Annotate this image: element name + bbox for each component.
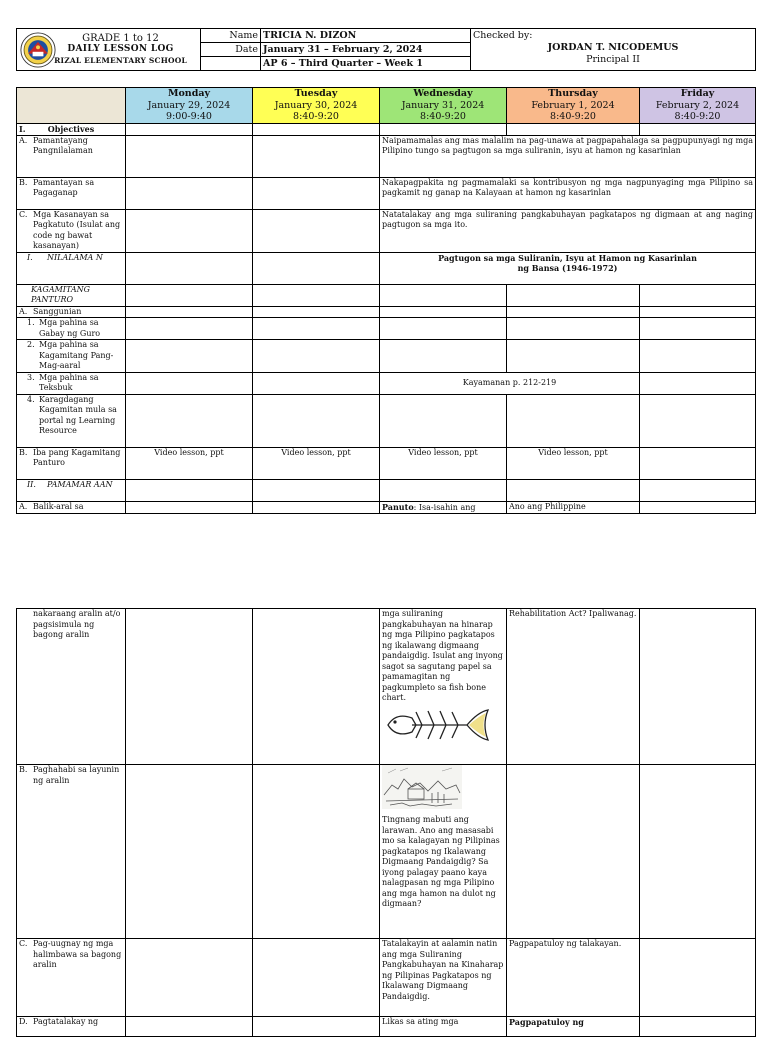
textbook-pages: Kayamanan p. 212-219 bbox=[380, 372, 640, 394]
sanggunian-row bbox=[17, 306, 756, 318]
day-date: January 29, 2024 bbox=[147, 99, 231, 111]
school-name: RIZAL ELEMENTARY SCHOOL bbox=[54, 56, 187, 65]
school-block bbox=[17, 29, 201, 71]
materials-monday: Video lesson, ppt bbox=[126, 447, 253, 479]
pagtatalakay-row bbox=[17, 1017, 756, 1037]
row-label: C. Pag-uugnay ng mga halimbawa sa bagong aralin bbox=[17, 939, 126, 1017]
discussion-wednesday: Likas sa ating mga bbox=[380, 1017, 507, 1037]
row-label: B. Paghahabi sa layunin ng aralin bbox=[17, 765, 126, 939]
day-time: 8:40-9:20 bbox=[674, 111, 721, 122]
corner-cell bbox=[17, 88, 126, 124]
motivation-wednesday bbox=[380, 765, 507, 939]
school-logo-icon bbox=[20, 32, 56, 68]
kagamitan-row bbox=[17, 284, 756, 306]
day-date: February 2, 2024 bbox=[655, 99, 740, 111]
lesson-log-table bbox=[16, 87, 756, 514]
checker-position: Principal II bbox=[586, 54, 640, 65]
review-thursday: Ano ang Philippine bbox=[507, 501, 640, 514]
row-label: 2. Mga pahina sa Kagamitang Pang-Mag-aaral bbox=[17, 340, 126, 373]
row-label: B. Pamantayan sa Pagaganap bbox=[17, 177, 126, 209]
date-value: January 31 – February 2, 2024 bbox=[261, 43, 471, 57]
paghahabi-row bbox=[17, 765, 756, 939]
competency-text: Natatalakay ang mga suliraning pangkabuhayan pagkatapos ng digmaan at ang naging pagtugon sa mga ito. bbox=[380, 209, 756, 252]
connection-wednesday: Tatalakayin at aalamin natin ang mga Suliraning Pangkabuhayan na Kinaharap ng Pilipinas Pagkatapos ng Ikalawang Digmaang Pandaigdig. bbox=[380, 939, 507, 1017]
post-war-ruins-sketch-image bbox=[382, 765, 462, 809]
performance-standard-text: Nakapagpakita ng pagmamalaki sa kontribusyon ng mga nagpunyaging mga Pilipino sa pagkamit ng ganap na Kalayaan at hamon ng kasarinlan bbox=[380, 177, 756, 209]
objectives-heading: I. Objectives bbox=[17, 124, 126, 136]
discussion-thursday: Pagpapatuloy ng bbox=[507, 1017, 640, 1037]
row-label: II. PAMAMAR AAN bbox=[17, 479, 126, 501]
row-label: KAGAMITANG PANTURO bbox=[17, 284, 126, 306]
materials-tuesday: Video lesson, ppt bbox=[253, 447, 380, 479]
materials-thursday: Video lesson, ppt bbox=[507, 447, 640, 479]
gabay-guro-row bbox=[17, 318, 756, 340]
teksbuk-row bbox=[17, 372, 756, 394]
row-label: nakaraang aralin at/o pagsisimula ng bagong aralin bbox=[17, 609, 126, 765]
day-name: Monday bbox=[167, 88, 211, 99]
kagamitang-mag-aaral-row bbox=[17, 340, 756, 373]
nilalaman-row bbox=[17, 252, 756, 284]
row-label: C. Mga Kasanayan sa Pagkatuto (Isulat ang code ng bawat kasanayan) bbox=[17, 209, 126, 252]
day-header-tuesday bbox=[253, 88, 380, 124]
row-label: A. Balik-aral sa bbox=[17, 501, 126, 514]
row-label: 1. Mga pahina sa Gabay ng Guro bbox=[17, 318, 126, 340]
day-date: February 1, 2024 bbox=[531, 99, 615, 111]
content-standard-text: Naipamamalas ang mas malalim na pag-unawa at pagpapahalaga sa pagpupunyagi ng mga Pilipino tungo sa pagtugon sa mga suliranin, isyu at hamon ng kasarinlan bbox=[380, 135, 756, 177]
objectives-row bbox=[17, 124, 756, 136]
lesson-log-table-continued bbox=[16, 608, 756, 1037]
row-label: A. Pamantayang Pangnilalaman bbox=[17, 135, 126, 177]
kasanayan-row bbox=[17, 209, 756, 252]
pamantayang-pangnilalaman-row bbox=[17, 135, 756, 177]
row-label: 3. Mga pahina sa Teksbuk bbox=[17, 372, 126, 394]
balik-aral-continued-row bbox=[17, 609, 756, 765]
subject-value: AP 6 – Third Quarter – Week 1 bbox=[261, 57, 471, 71]
day-header-friday bbox=[640, 88, 756, 124]
day-header-thursday bbox=[507, 88, 640, 124]
header-table bbox=[16, 28, 756, 71]
connection-thursday: Pagpapatuloy ng talakayan. bbox=[507, 939, 640, 1017]
fishbone-chart-image bbox=[382, 704, 492, 746]
date-label: Date bbox=[201, 43, 261, 57]
pamantayan-pagganap-row bbox=[17, 177, 756, 209]
row-label: 4. Karagdagang Kagamitan mula sa portal ng Learning Resource bbox=[17, 394, 126, 447]
day-name: Wednesday bbox=[413, 88, 473, 99]
day-name: Tuesday bbox=[294, 88, 338, 99]
pamamaraan-row bbox=[17, 479, 756, 501]
day-header-row bbox=[17, 88, 756, 124]
motivation-text: Tingnang mabuti ang larawan. Ano ang masasabi mo sa kalagayan ng Pilipinas pagkatapos ng Ikalawang Digmaang Pandaigdig? Sa iyong palagay paano kaya nalagpasan ng mga Pilipino ang mga hamon na dulot ng digmaan? bbox=[382, 815, 500, 908]
teacher-name: TRICIA N. DIZON bbox=[261, 29, 471, 43]
row-label: A. Sanggunian bbox=[17, 306, 126, 318]
karagdagang-kagamitan-row bbox=[17, 394, 756, 447]
review-instructions: mga suliraning pangkabuhayan na hinarap ng mga Pilipino pagkatapos ng ikalawang digmaang pandaigdig. Isulat ang inyong sagot sa sagutang papel sa pamamagitan ng pagkumpleto sa fish bone chart. bbox=[382, 609, 503, 702]
topic-line-1: Pagtugon sa mga Suliranin, Isyu at Hamon ng Kasarinlan bbox=[438, 252, 697, 263]
topic-line-2: ng Bansa (1946-1972) bbox=[517, 263, 618, 273]
pag-uugnay-row bbox=[17, 939, 756, 1017]
day-header-monday bbox=[126, 88, 253, 124]
iba-pang-kagamitan-row bbox=[17, 447, 756, 479]
day-time: 8:40-9:20 bbox=[550, 111, 596, 122]
day-time: 9:00-9:40 bbox=[166, 111, 212, 122]
checked-by-label: Checked by: bbox=[473, 30, 533, 41]
blank-label bbox=[201, 57, 261, 71]
day-header-wednesday bbox=[380, 88, 507, 124]
day-date: January 30, 2024 bbox=[274, 99, 358, 111]
review-wednesday: Panuto: Isa-isahin ang bbox=[380, 501, 507, 514]
row-label: D. Pagtatalakay ng bbox=[17, 1017, 126, 1037]
day-name: Thursday bbox=[548, 88, 598, 99]
row-label: I. NILALAMA N bbox=[17, 252, 126, 284]
day-date: January 31, 2024 bbox=[401, 99, 485, 111]
review-wednesday-continued bbox=[380, 609, 507, 765]
review-thursday-continued: Rehabilitation Act? Ipaliwanag. bbox=[507, 609, 640, 765]
materials-wednesday: Video lesson, ppt bbox=[380, 447, 507, 479]
topic-text bbox=[380, 252, 756, 284]
day-time: 8:40-9:20 bbox=[420, 111, 466, 122]
checked-by-cell bbox=[471, 29, 756, 71]
name-label: Name bbox=[201, 29, 261, 43]
log-title: DAILY LESSON LOG bbox=[67, 44, 174, 54]
grade-level: GRADE 1 to 12 bbox=[82, 33, 159, 44]
day-time: 8:40-9:20 bbox=[293, 111, 339, 122]
day-name: Friday bbox=[680, 88, 715, 99]
checker-name: JORDAN T. NICODEMUS bbox=[547, 42, 679, 53]
row-label: B. Iba pang Kagamitang Panturo bbox=[17, 447, 126, 479]
balik-aral-row bbox=[17, 501, 756, 514]
